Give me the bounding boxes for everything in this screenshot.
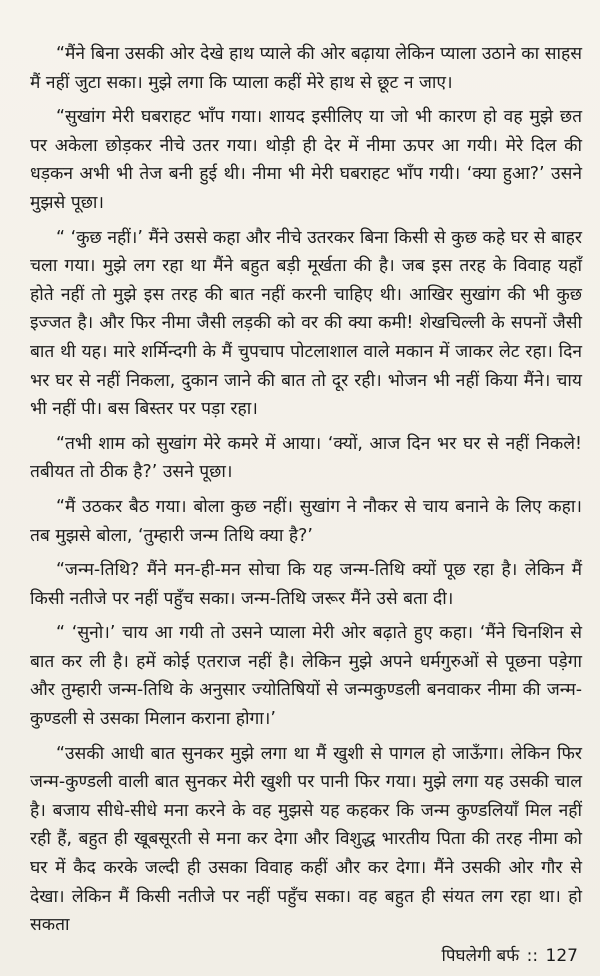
footer-separator: :: bbox=[526, 946, 539, 966]
paragraph: “मैंने बिना उसकी ओर देखे हाथ प्याले की ओर बढ़ाया लेकिन प्याला उठाने का साहस मैं नहीं जुटा सका। मुझे लगा कि प्याला कहीं मेरे हाथ से छूट न जाए। bbox=[30, 44, 582, 93]
paragraph: “ ‘सुनो।’ चाय आ गयी तो उसने प्याला मेरी ओर बढ़ाते हुए कहा। ‘मैंने चिनशिन से बात कर ली है। हमें कोई एतराज नहीं है। लेकिन मुझे अपने धर्मगुरुओं से पूछना पड़ेगा और तुम्हारी जन्म-तिथि के अनुसार ज्योतिषियों से जन्मकुण्डली बनवाकर नीमा की जन्म-कुण्डली से उसका मिलान कराना होगा।’ bbox=[30, 623, 582, 730]
paragraph: “ ‘कुछ नहीं।’ मैंने उससे कहा और नीचे उतरकर बिना किसी से कुछ कहे घर से बाहर चला गया। मुझे लग रहा था मैंने बहुत बड़ी मूर्खता की है। जब इस तरह के विवाह यहाँ होते नहीं तो मुझे इस तरह की बात नहीं करनी चाहिए थी। आखिर सुखांग की भी कुछ इज्जत है। और फिर नीमा जैसी लड़की को वर की क्या कमी! शेखचिल्ली के सपनों जैसी बात थी यह। मारे शर्मिन्दगी के मैं चुपचाप पोटलाशाल वाले मकान में जाकर लेट रहा। दिन भर घर से नहीं निकला, दुकान जाने की बात तो दूर रही। भोजन भी नहीं किया मैंने। चाय भी नहीं पी। बस बिस्तर पर पड़ा रहा। bbox=[30, 227, 582, 420]
page-number: 127 bbox=[545, 946, 578, 966]
paragraph: “मैं उठकर बैठ गया। बोला कुछ नहीं। सुखांग ने नौकर से चाय बनाने के लिए कहा। तब मुझसे बोला, ‘तुम्हारी जन्म तिथि क्या है?’ bbox=[30, 496, 582, 546]
page-footer bbox=[441, 943, 578, 966]
paragraph: “जन्म-तिथि? मैंने मन-ही-मन सोचा कि यह जन्म-तिथि क्यों पूछ रहा है। लेकिन मैं किसी नतीजे पर नहीं पहुँच सका। जन्म-तिथि जरूर मैंने उसे बता दी। bbox=[30, 560, 582, 609]
paragraph: “उसकी आधी बात सुनकर मुझे लगा था मैं खुशी से पागल हो जाऊँगा। लेकिन फिर जन्म-कुण्डली वाली बात सुनकर मेरी खुशी पर पानी फिर गया। मुझे लगा यह उसकी चाल है। बजाय सीधे-सीधे मना करने के वह मुझसे यह कहकर कि जन्म कुण्डलियाँ मिल नहीं रही हैं, बहुत ही खूबसूरती से मना कर देगा और विशुद्ध भारतीय पिता की तरह नीमा को घर में कैद करके जल्दी ही उसका विवाह कहीं और कर देगा। मैंने उसकी ओर गौर से देखा। लेकिन मैं किसी नतीजे पर नहीं पहुँच सका। वह बहुत ही संयत लग रहा था। हो सकता bbox=[30, 743, 582, 936]
paragraph: “सुखांग मेरी घबराहट भाँप गया। शायद इसीलिए या जो भी कारण हो वह मुझे छत पर अकेला छोड़कर नीचे उतर गया। थोड़ी ही देर में नीमा ऊपर आ गयी। मेरे दिल की धड़कन अभी भी तेज बनी हुई थी। नीमा भी मेरी घबराहट भाँप गयी। ‘क्या हुआ?’ उसने मुझसे पूछा। bbox=[30, 107, 582, 213]
body-text bbox=[30, 40, 582, 940]
paragraph: “तभी शाम को सुखांग मेरे कमरे में आया। ‘क्यों, आज दिन भर घर से नहीं निकले! तबीयत तो ठीक है?’ उसने पूछा। bbox=[30, 433, 582, 483]
running-title: पिघलेगी बर्फ bbox=[441, 946, 520, 966]
